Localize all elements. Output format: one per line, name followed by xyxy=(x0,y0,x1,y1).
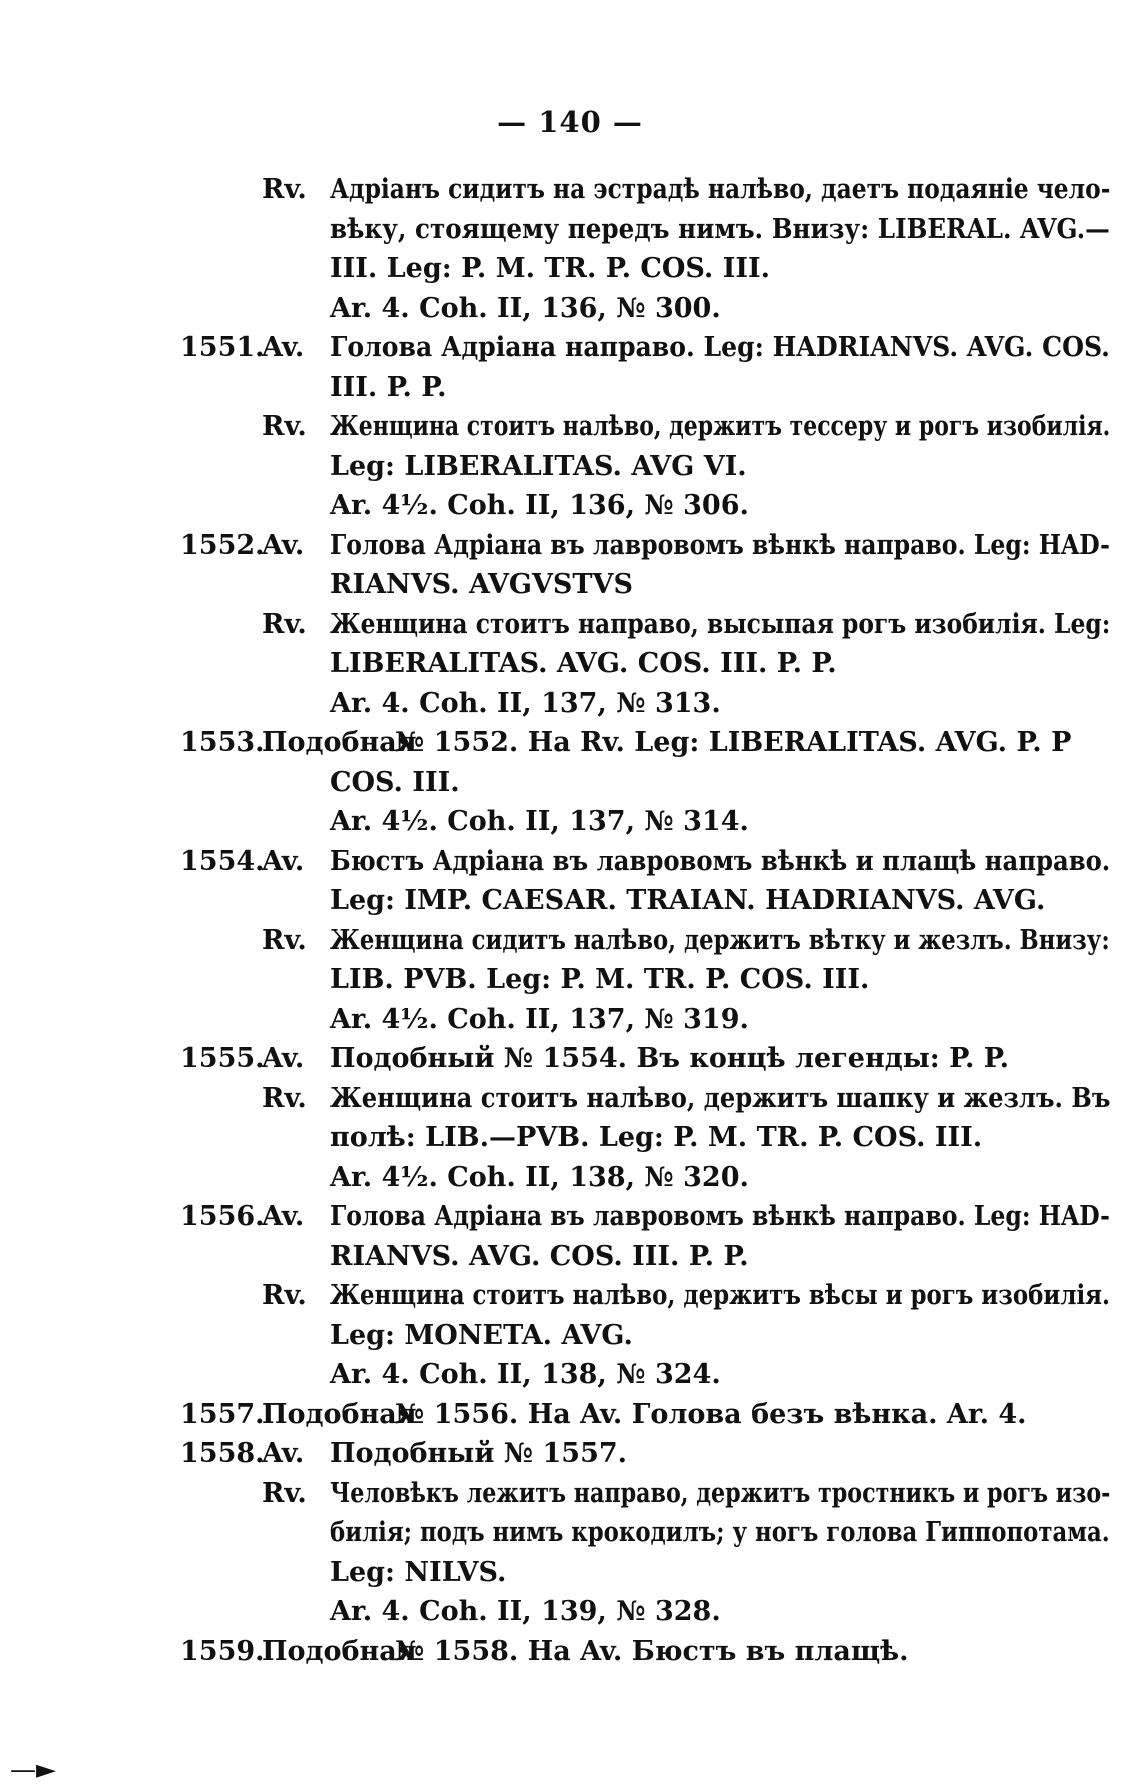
catalog-line xyxy=(0,486,1140,526)
catalog-line xyxy=(0,1632,1140,1672)
side-label: Av. xyxy=(262,529,305,561)
side-label: Rv. xyxy=(262,411,307,442)
catalog-line xyxy=(0,1276,1140,1316)
catalog-line xyxy=(0,881,1140,921)
catalog-line xyxy=(0,328,1140,368)
catalog-line xyxy=(0,842,1140,882)
entry-text: RIANVS. AVG. COS. III. P. P. xyxy=(330,1240,749,1272)
entry-text: COS. III. xyxy=(330,766,460,798)
catalog-line xyxy=(0,605,1140,645)
catalog-line xyxy=(0,723,1140,763)
entry-number: 1553. xyxy=(180,727,265,758)
entry-number: 1551. xyxy=(180,332,265,363)
side-label: Rv. xyxy=(262,608,307,640)
catalog-line xyxy=(0,1197,1140,1237)
catalog-line xyxy=(0,1079,1140,1119)
side-label: Подобная xyxy=(262,1398,417,1430)
catalog-line xyxy=(0,960,1140,1000)
entry-text: № 1552. На Rv. Leg: LIBERALITAS. AVG. P. P xyxy=(395,727,1072,758)
side-label: Rv. xyxy=(262,924,307,956)
entry-number: 1558. xyxy=(180,1438,265,1469)
catalog-line xyxy=(0,170,1140,210)
entry-text: № 1558. На Av. Бюстъ въ плащѣ. xyxy=(395,1635,909,1667)
entry-text: III. Leg: P. M. TR. P. COS. III. xyxy=(330,253,771,284)
catalog-line xyxy=(0,1395,1140,1435)
page-number: — 140 — xyxy=(497,105,643,139)
entry-text: Ar. 4. Coh. II, 136, № 300. xyxy=(330,292,721,324)
side-label: Av. xyxy=(262,332,305,363)
catalog-line xyxy=(0,1355,1140,1395)
entry-text: Женщина стоитъ налѣво, держитъ вѣсы и рогъ изобилія. xyxy=(330,1280,1111,1311)
entry-text: Ar. 4½. Coh. II, 137, № 314. xyxy=(330,806,749,837)
entry-text: Человѣкъ лежитъ направо, держитъ тростникъ и рогъ изо- xyxy=(330,1477,1111,1509)
side-label: Подобная xyxy=(262,1635,417,1667)
entry-number: 1555. xyxy=(180,1043,265,1074)
entry-text: вѣку, стоящему передъ нимъ. Внизу: LIBERAL. AVG.— xyxy=(330,213,1110,245)
entry-text: Leg: LIBERALITAS. AVG VI. xyxy=(330,450,747,482)
catalog-line xyxy=(0,407,1140,447)
entry-text: III. P. P. xyxy=(330,371,447,403)
entry-text: LIB. PVB. Leg: P. M. TR. P. COS. III. xyxy=(330,964,870,995)
entry-text: RIANVS. AVGVSTVS xyxy=(330,569,633,600)
entry-text: Ar. 4½. Coh. II, 136, № 306. xyxy=(330,490,749,521)
side-label: Av. xyxy=(262,1043,305,1074)
entry-text: Ar. 4. Coh. II, 138, № 324. xyxy=(330,1359,721,1390)
entry-text: № 1556. На Av. Голова безъ вѣнка. Ar. 4. xyxy=(395,1398,1027,1430)
side-label: Av. xyxy=(262,845,305,877)
catalog-line xyxy=(0,565,1140,605)
entry-text: Ar. 4½. Coh. II, 137, № 319. xyxy=(330,1003,749,1035)
catalog-line xyxy=(0,210,1140,250)
entry-number: 1559. xyxy=(180,1635,265,1667)
catalog-line xyxy=(0,921,1140,961)
catalog-line xyxy=(0,644,1140,684)
catalog-line xyxy=(0,763,1140,803)
catalog-line xyxy=(0,1237,1140,1277)
side-label: Rv. xyxy=(262,1280,307,1311)
side-label: Rv. xyxy=(262,1477,307,1509)
entry-text: Адріанъ сидитъ на эстрадѣ налѣво, даетъ подаяніе чело- xyxy=(330,174,1111,205)
catalog-line xyxy=(0,1000,1140,1040)
entry-text: Leg: NILVS. xyxy=(330,1556,507,1588)
catalog-line xyxy=(0,1118,1140,1158)
side-label: Av. xyxy=(262,1438,305,1469)
footer-arrow-mark: —► xyxy=(10,1755,56,1785)
catalog-line xyxy=(0,368,1140,408)
side-label: Rv. xyxy=(262,1082,307,1114)
entry-text: Подобный № 1554. Въ концѣ легенды: P. P. xyxy=(330,1043,1009,1074)
entry-text: Голова Адріана въ лавровомъ вѣнкѣ направо. Leg: HAD- xyxy=(330,529,1110,561)
entry-text: Ar. 4. Coh. II, 137, № 313. xyxy=(330,687,721,719)
side-label: Подобная xyxy=(262,727,417,758)
entry-text: Голова Адріана въ лавровомъ вѣнкѣ направо. Leg: HAD- xyxy=(330,1201,1110,1232)
catalog-line xyxy=(0,1316,1140,1356)
entry-text: Бюстъ Адріана въ лавровомъ вѣнкѣ и плащѣ направо. xyxy=(330,845,1111,877)
catalog-line xyxy=(0,249,1140,289)
entry-text: Подобный № 1557. xyxy=(330,1438,628,1469)
entry-text: Leg: MONETA. AVG. xyxy=(330,1319,633,1351)
catalog-line xyxy=(0,802,1140,842)
entry-text: полѣ: LIB.—PVB. Leg: P. M. TR. P. COS. III. xyxy=(330,1122,983,1153)
catalog-line xyxy=(0,1553,1140,1593)
entry-number: 1557. xyxy=(180,1398,265,1430)
catalog-line xyxy=(0,684,1140,724)
entry-text: Ar. 4. Coh. II, 139, № 328. xyxy=(330,1596,721,1627)
entry-text: Leg: IMP. CAESAR. TRAIAN. HADRIANVS. AVG. xyxy=(330,885,1046,916)
catalog-line xyxy=(0,447,1140,487)
entry-text: Женщина стоитъ налѣво, держитъ тессеру и рогъ изобилія. xyxy=(330,411,1111,442)
catalog-line xyxy=(0,1513,1140,1553)
entry-text: Женщина сидитъ налѣво, держитъ вѣтку и жезлъ. Внизу: xyxy=(330,924,1110,956)
catalog-line xyxy=(0,1592,1140,1632)
side-label: Av. xyxy=(262,1201,305,1232)
entry-number: 1556. xyxy=(180,1201,265,1232)
entry-text: Женщина стоитъ налѣво, держитъ шапку и жезлъ. Въ xyxy=(330,1082,1111,1114)
catalog-line xyxy=(0,289,1140,329)
catalog-line xyxy=(0,1434,1140,1474)
entry-text: LIBERALITAS. AVG. COS. III. P. P. xyxy=(330,648,837,679)
catalog-line xyxy=(0,526,1140,566)
entry-text: Ar. 4½. Coh. II, 138, № 320. xyxy=(330,1161,749,1193)
entry-text: билія; подъ нимъ крокодилъ; у ногъ голова Гиппопотама. xyxy=(330,1517,1110,1548)
catalog-line xyxy=(0,1474,1140,1514)
catalog-line xyxy=(0,1158,1140,1198)
catalog-line xyxy=(0,1039,1140,1079)
entry-number: 1554. xyxy=(180,845,265,877)
side-label: Rv. xyxy=(262,174,307,205)
entry-text: Женщина стоитъ направо, высыпая рогъ изобилія. Leg: xyxy=(330,608,1111,640)
entry-number: 1552. xyxy=(180,529,265,561)
entry-text: Голова Адріана направо. Leg: HADRIANVS. AVG. COS. xyxy=(330,332,1110,363)
